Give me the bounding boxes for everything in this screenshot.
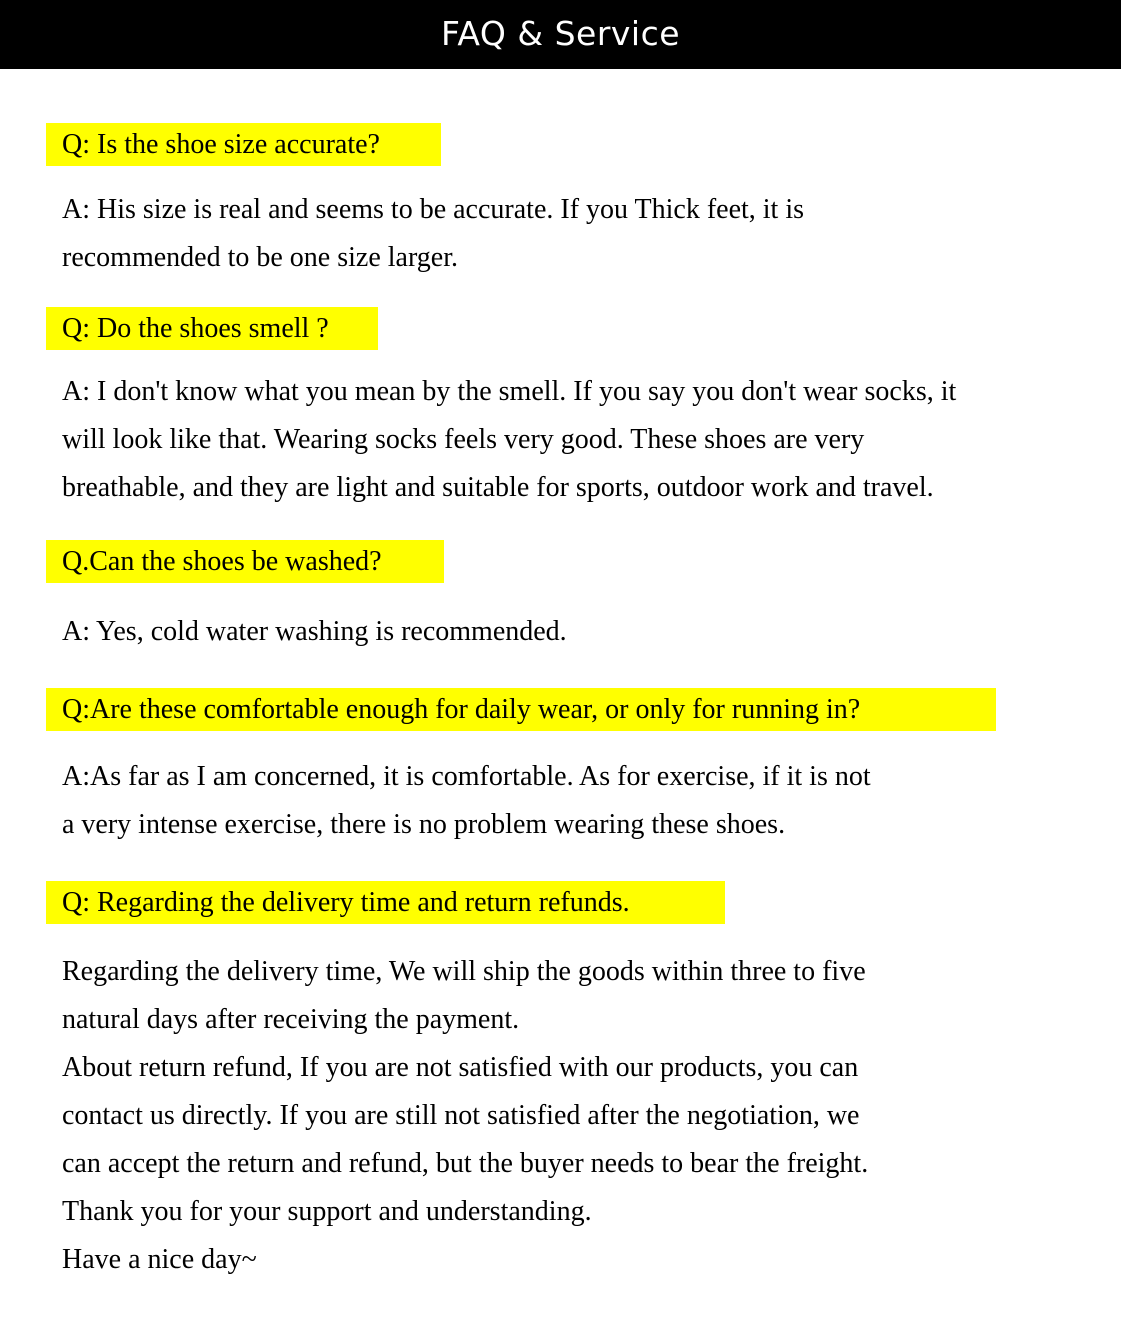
faq-question-2: Q: Do the shoes smell ? xyxy=(46,307,378,350)
faq-answer-5 xyxy=(62,948,868,1284)
faq-question-1: Q: Is the shoe size accurate? xyxy=(46,123,441,166)
faq-answer-2 xyxy=(62,368,956,512)
faq-answer-1 xyxy=(62,186,804,282)
answer-line: will look like that. Wearing socks feels very good. These shoes are very xyxy=(62,424,865,455)
answer-line: Regarding the delivery time, We will ship the goods within three to five xyxy=(62,956,866,987)
answer-line: A:As far as I am concerned, it is comfortable. As for exercise, if it is not xyxy=(62,761,871,792)
answer-line: a very intense exercise, there is no problem wearing these shoes. xyxy=(62,809,786,840)
answer-line: recommended to be one size larger. xyxy=(62,242,458,273)
page-title: FAQ & Service xyxy=(440,14,681,53)
answer-line: Thank you for your support and understanding. xyxy=(62,1196,592,1227)
header-bar xyxy=(0,0,1121,69)
answer-line: A: Yes, cold water washing is recommended. xyxy=(62,616,567,647)
faq-answer-4 xyxy=(62,753,871,849)
answer-line: A: I don't know what you mean by the smell. If you say you don't wear socks, it xyxy=(62,376,957,407)
faq-question-5: Q: Regarding the delivery time and return refunds. xyxy=(46,881,725,924)
faq-answer-3 xyxy=(62,608,567,656)
answer-line: About return refund, If you are not satisfied with our products, you can xyxy=(62,1052,859,1083)
answer-line: Have a nice day~ xyxy=(62,1244,257,1275)
faq-question-4: Q:Are these comfortable enough for daily wear, or only for running in? xyxy=(46,688,996,731)
answer-line: natural days after receiving the payment. xyxy=(62,1004,520,1035)
answer-line: A: His size is real and seems to be accurate. If you Thick feet, it is xyxy=(62,194,805,225)
answer-line: can accept the return and refund, but the buyer needs to bear the freight. xyxy=(62,1148,869,1179)
answer-line: breathable, and they are light and suitable for sports, outdoor work and travel. xyxy=(62,472,934,503)
answer-line: contact us directly. If you are still not satisfied after the negotiation, we xyxy=(62,1100,860,1131)
faq-question-3: Q.Can the shoes be washed? xyxy=(46,540,444,583)
